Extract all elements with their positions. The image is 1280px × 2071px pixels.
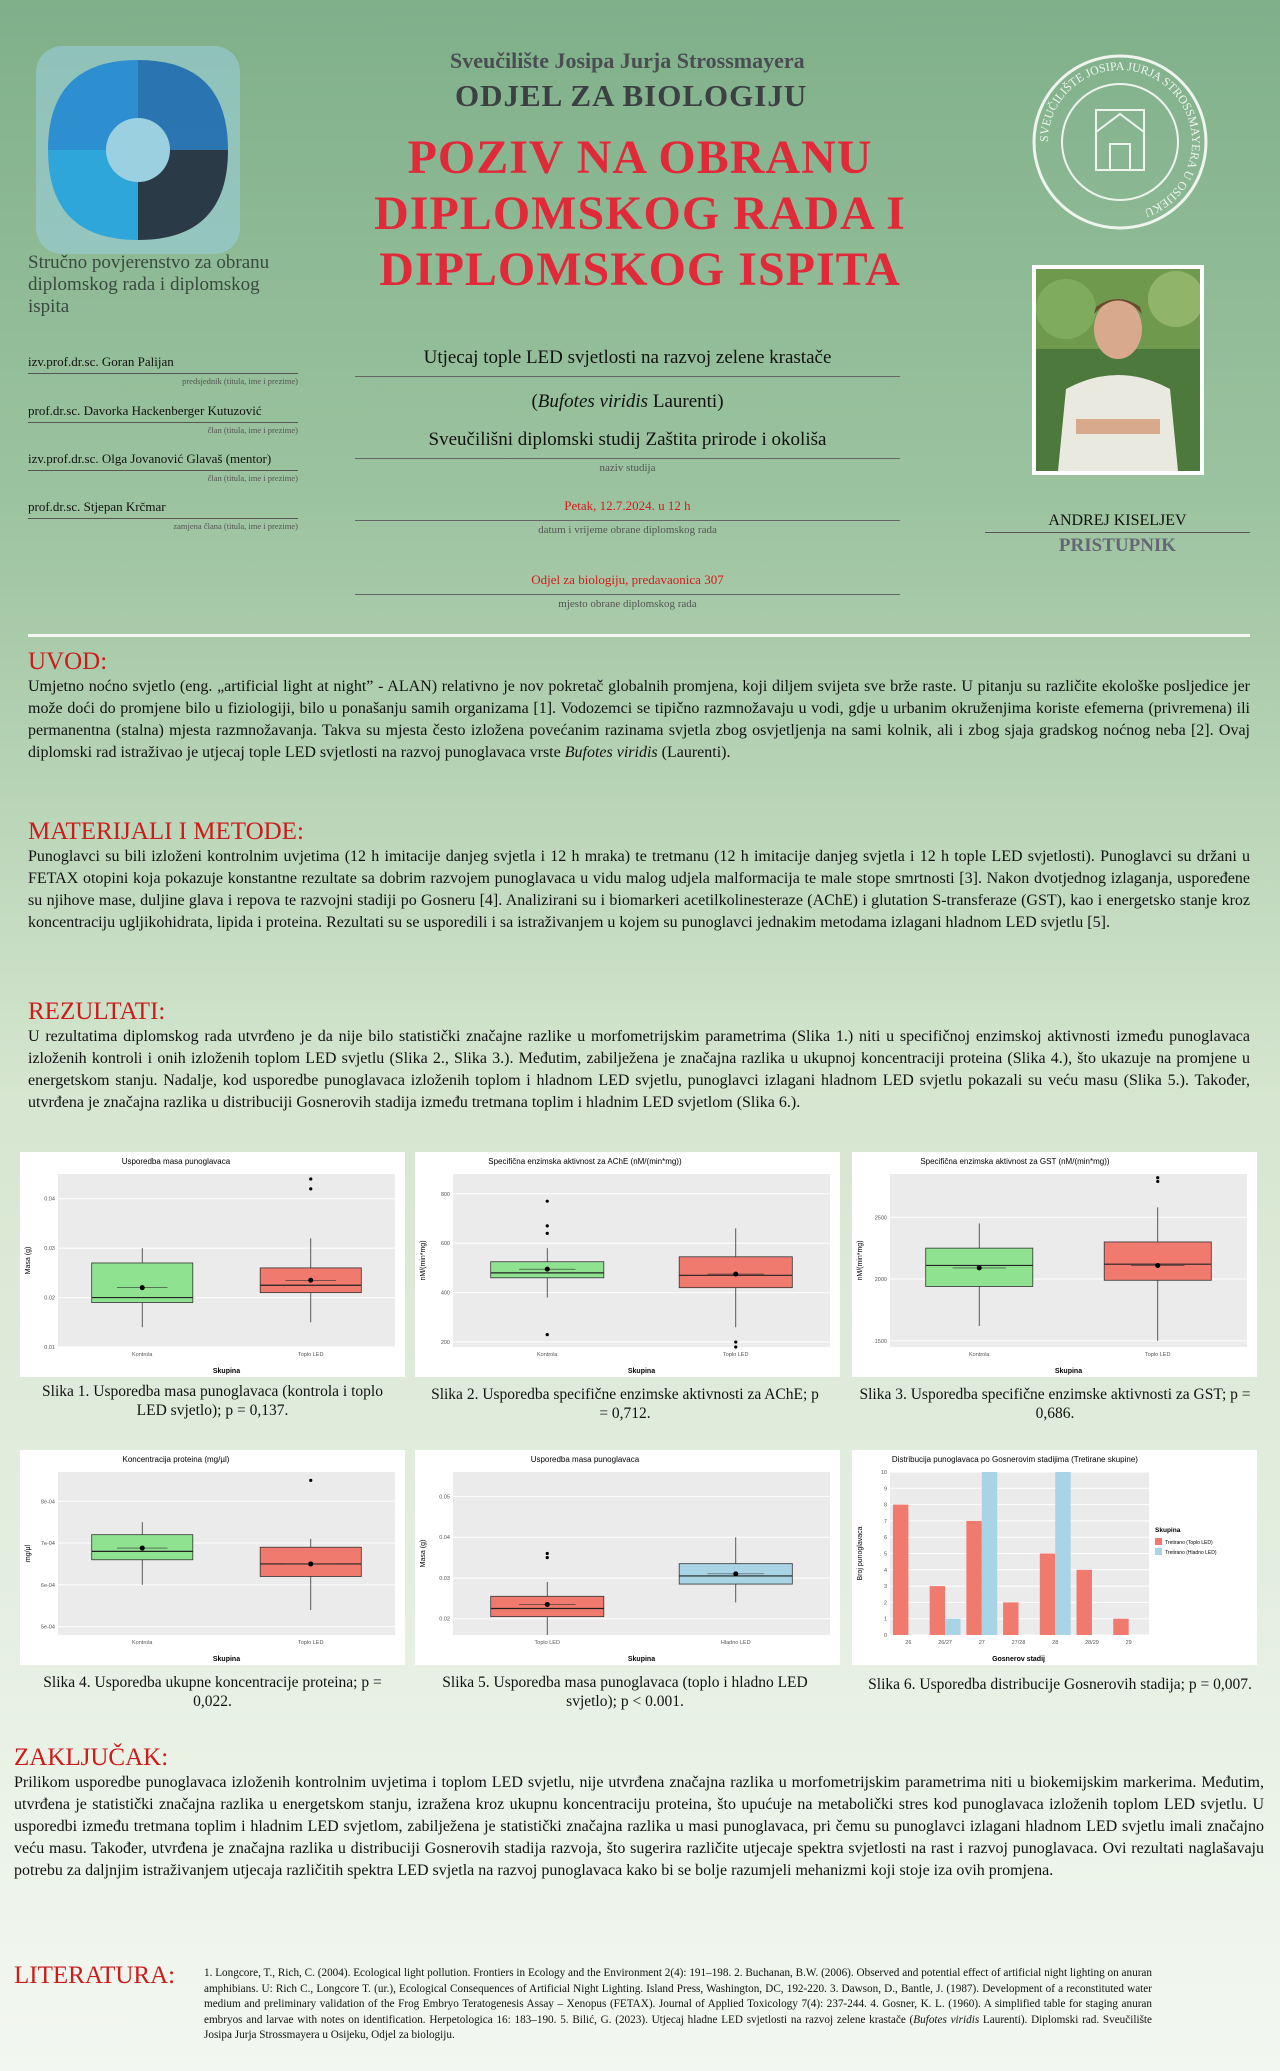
mean-point	[308, 1278, 313, 1283]
y-axis-label: mg/µl	[25, 1544, 32, 1563]
mean-point	[545, 1602, 550, 1607]
bar	[1055, 1472, 1070, 1635]
y-tick-label: 5e-04	[40, 1624, 55, 1631]
y-axis-label: Masa (g)	[420, 1539, 427, 1568]
y-tick-label: 2000	[874, 1277, 887, 1284]
member-name: izv.prof.dr.sc. Olga Jovanović Glavaš (mentor)	[28, 451, 298, 471]
section-uvod	[28, 648, 1250, 764]
y-tick-label: 9	[883, 1486, 887, 1493]
thesis-title-species: (Bufotes viridis Laurenti)	[531, 391, 724, 412]
outlier-point	[309, 1177, 312, 1180]
outlier-point	[546, 1552, 549, 1555]
x-axis-label: Skupina	[212, 1656, 241, 1663]
committee-title: Stručno povjerenstvo za obranu diplomskog rada i diplomskog ispita	[28, 252, 270, 317]
legend-swatch	[1155, 1548, 1162, 1555]
student-block	[985, 512, 1250, 557]
divider	[28, 634, 1250, 637]
defense-place: Odjel za biologiju, predavaonica 307 mjesto obrane diplomskog rada	[355, 572, 900, 610]
section-text: Punoglavci su bili izloženi kontrolnim uvjetima (12 h imitacije danjeg svjetla i 12 h mraka) te tretmanu (12 h imitacije danjeg svjetla i 12 h tople LED svjetlosti). Punoglavci su držani u FETAX otopini koja pokazuje konstantne rezultate sa dobrim razvojem punoglavaca u vidu malog udjela malformacija te male stope smrtnosti [3]. Nakon dvotjednog izlaganja, uspoređene su njihove mase, duljine glava i repova te razvojni stadiji po Gosneru [4]. Analizirani su i biomarkeri acetilkolinesteraze (AChE) i glutation S-transferaze (GST), kao i energetsko stanje kroz koncentraciju ugljikohidrata, lipida i proteina. Rezultati su se usporedili i sa istraživanjem u kojem su punoglavci jednakim metodama izlagani hladnom LED svjetlu [5].	[28, 848, 1250, 931]
bar	[1113, 1619, 1128, 1635]
outlier-point	[546, 1556, 549, 1559]
committee-member-4	[28, 499, 298, 531]
section-rezultati	[28, 998, 1250, 1114]
y-tick-label: 6	[883, 1535, 887, 1542]
outlier-point	[309, 1187, 312, 1190]
student-photo	[1032, 265, 1204, 475]
x-axis-label: Skupina	[1054, 1368, 1083, 1375]
y-tick-label: 400	[440, 1290, 450, 1297]
thesis-title	[355, 346, 900, 377]
section-heading: REZULTATI:	[28, 998, 166, 1025]
chart-title: Specifična enzimska aktivnost za AChE (nM/(min*mg))	[488, 1157, 682, 1166]
student-label: PRISTUPNIK	[1058, 535, 1177, 556]
y-tick-label: 7e-04	[40, 1541, 55, 1548]
mean-point	[977, 1265, 982, 1270]
bar	[945, 1619, 960, 1635]
legend-label: Tretirano (Hladno LED)	[1165, 1550, 1217, 1556]
mean-point	[545, 1267, 550, 1272]
y-axis-label: nM/(min*mg)	[857, 1240, 864, 1281]
university-seal	[1030, 52, 1210, 232]
x-tick-label: Kontrola	[132, 1640, 153, 1646]
y-axis-label: Masa (g)	[25, 1246, 32, 1275]
section-heading: ZAKLJUČAK:	[14, 1744, 169, 1771]
y-axis-label: nM/(min*mg)	[420, 1240, 427, 1281]
x-tick-label: Hladno LED	[720, 1640, 751, 1646]
mean-point	[140, 1285, 145, 1290]
y-tick-label: 2500	[874, 1215, 887, 1222]
box	[1104, 1242, 1211, 1280]
caption-4: Slika 4. Usporedba ukupne koncentracije proteina; p = 0,022.	[43, 1674, 382, 1710]
bar	[893, 1505, 908, 1635]
literature-text: 1. Longcore, T., Rich, C. (2004). Ecological light pollution. Frontiers in Ecology and the Environment 2(4): 191–198. 2. Buchanan, B.W. (2006). Observed and potential effect of artificial night lighting on anuran amphibians. U: Rich C., Longcore T. (ur.), Ecological Consequences of Artificial Night Lighting. Island Press, Washington, DC, 192-220. 3. Dawson, D., Bantle, J. (1987). Development of a reconstituted water medium and preliminary validation of the Frog Embryo Teratogenesis Assay – Xenopus (FETAX). Journal of Applied Toxicology 7(4): 237-244. 4. Gosner, K. L. (1960). A simplified table for staging anuran embryos and larvae with notes on identification. Herpetologica 16: 183–190. 5. Bilić, G. (2023). Utjecaj hladne LED svjetlosti na razvoj zelene krastače (Bufotes viridis Laurenti). Diplomski rad. Sveučilište Josipa Jurja Strossmayera u Osijeku, Odjel za biologiju.	[204, 1967, 1152, 2041]
chart-gst	[852, 1152, 1257, 1377]
y-tick-label: 0.02	[44, 1295, 55, 1302]
outlier-point	[1156, 1176, 1159, 1179]
x-tick-label: Toplo LED	[723, 1352, 749, 1358]
y-tick-label: 0.04	[44, 1196, 55, 1203]
section-text: U rezultatima diplomskog rada utvrđeno je da nije bilo statistički značajne razlike u morfometrijskim parametrima (Slika 1.) niti u specifičnoj enzimskoj aktivnosti između punoglavaca izloženih kontroli i onih izloženih toplom LED svjetlu (Slika 2., Slika 3.). Međutim, zabilježena je značajna razlika u ukupnoj koncentraciji proteina (Slika 4.), što ukazuje na promjene u energetskom stanju. Nadalje, kod usporedbe punoglavaca izloženih toplom i hladnom LED svjetlu, punoglavci izlagani hladnom LED svjetlu pokazali su veću masu (Slika 5.). Također, utvrđena je značajna razlika u distribuciji Gosnerovih stadija između tretmana toplim i hladnim LED svjetlom (Slika 6.).	[28, 1028, 1250, 1111]
x-tick-label: Toplo LED	[1145, 1352, 1171, 1358]
outlier-point	[546, 1232, 549, 1235]
y-tick-label: 200	[440, 1340, 450, 1347]
member-name: izv.prof.dr.sc. Goran Palijan	[28, 354, 298, 374]
y-tick-label: 0.02	[439, 1616, 450, 1623]
chart-title: Usporedba masa punoglavaca	[121, 1157, 231, 1166]
y-tick-label: 4	[883, 1567, 887, 1574]
x-tick-label: 28	[1052, 1640, 1059, 1646]
outlier-point	[734, 1345, 737, 1348]
department-name: ODJEL ZA BIOLOGIJU	[455, 78, 808, 113]
y-tick-label: 10	[880, 1470, 887, 1476]
species-name: Bufotes viridis	[537, 391, 649, 412]
legend-swatch	[1155, 1538, 1162, 1545]
x-tick-label: Kontrola	[969, 1352, 990, 1358]
committee-member-3	[28, 451, 298, 483]
member-role: član (titula, ime i prezime)	[207, 425, 298, 435]
section-metode	[28, 818, 1250, 934]
y-tick-label: 0.01	[44, 1345, 55, 1351]
bar	[930, 1586, 945, 1635]
x-tick-label: 28/29	[1085, 1640, 1099, 1646]
x-tick-label: Kontrola	[132, 1352, 153, 1358]
x-tick-label: Toplo LED	[534, 1640, 560, 1646]
outlier-point	[734, 1340, 737, 1343]
x-tick-label: 26/27	[938, 1640, 952, 1646]
y-tick-label: 0.04	[439, 1535, 450, 1542]
bar	[1040, 1554, 1055, 1636]
student-name: ANDREJ KISELJEV	[985, 512, 1250, 533]
mean-point	[308, 1561, 313, 1566]
chart-title: Usporedba masa punoglavaca	[530, 1455, 640, 1464]
svg-text:SVEUČILIŠTE JOSIPA JURJA STROS: SVEUČILIŠTE JOSIPA JURJA STROSSMAYERA U OSIJEKU	[1036, 58, 1204, 221]
bar	[1003, 1602, 1018, 1635]
legend-label: Tretirano (Toplo LED)	[1165, 1540, 1213, 1546]
y-tick-label: 0.05	[439, 1494, 450, 1501]
y-tick-label: 2	[883, 1600, 887, 1607]
y-tick-label: 600	[440, 1241, 450, 1248]
chart-protein	[20, 1450, 405, 1665]
caption-5: Slika 5. Usporedba masa punoglavaca (toplo i hladno LED svjetlo); p < 0.001.	[442, 1674, 808, 1710]
mean-point	[733, 1571, 738, 1576]
y-tick-label: 5	[883, 1551, 887, 1558]
section-text: Prilikom usporedbe punoglavaca izloženih kontrolnim uvjetima i toplom LED svjetlu, nije utvrđena značajna razlika u morfometrijskim parametrima niti u biokemijskim markerima. Međutim, utvrđena je statistički značajna razlika u energetskom stanju, izražena kroz ukupnu koncentraciju proteina, što upućuje na metabolički stres kod punoglavaca izloženih toplom LED svjetlu. U usporedbi između tretmana toplim i hladnim LED svjetlom, zabilježena je statistički značajna razlika u masi punoglavaca, pri čemu su punoglavci izlagani hladnom LED svjetlu imali značajno veću masu. Također, utvrđena je značajna razlika u distribuciji Gosnerovih stadija razvoja, što sugerira različite utjecaje spektra svjetlosti na rast i razvoj punoglavaca. Ovi rezultati naglašavaju potrebu za daljnjim istraživanjem utjecaja različitih spektra LED svjetla na razvoj punoglavaca kako bi se bolje razumjeli mehanizmi koji stoje iza ovih promjena.	[14, 1774, 1264, 1879]
literature-heading: LITERATURA:	[14, 1962, 176, 1989]
outlier-point	[546, 1200, 549, 1203]
section-heading: MATERIJALI I METODE:	[28, 818, 304, 845]
x-tick-label: Toplo LED	[298, 1640, 324, 1646]
caption-3: Slika 3. Usporedba specifične enzimske aktivnosti za GST; p = 0,686.	[859, 1386, 1251, 1422]
y-tick-label: 8	[883, 1502, 887, 1509]
member-role: član (titula, ime i prezime)	[207, 473, 298, 483]
defense-datetime: Petak, 12.7.2024. u 12 h datum i vrijeme obrane diplomskog rada	[355, 498, 900, 536]
x-axis-label: Skupina	[212, 1368, 241, 1375]
chart-mass-warm-cold	[415, 1450, 840, 1665]
outlier-point	[309, 1479, 312, 1482]
outlier-point	[546, 1224, 549, 1227]
y-tick-label: 8e-04	[40, 1499, 55, 1506]
member-name: prof.dr.sc. Stjepan Krčmar	[28, 499, 298, 519]
member-role: predsjednik (titula, ime i prezime)	[182, 376, 298, 386]
y-tick-label: 0.03	[44, 1246, 55, 1253]
x-tick-label: Kontrola	[537, 1352, 558, 1358]
x-tick-label: 27/28	[1011, 1640, 1026, 1646]
chart-title: Koncentracija proteina (mg/µl)	[122, 1455, 230, 1464]
y-tick-label: 7	[883, 1518, 887, 1525]
mean-point	[1155, 1263, 1160, 1268]
x-tick-label: 27	[978, 1640, 985, 1646]
caption-6: Slika 6. Usporedba distribucije Gosnerovih stadija; p = 0,007.	[868, 1676, 1252, 1693]
caption-2: Slika 2. Usporedba specifične enzimske aktivnosti za AChE; p = 0,712.	[431, 1386, 819, 1422]
y-tick-label: 1500	[874, 1338, 887, 1345]
chart-title: Specifična enzimska aktivnost za GST (nM/(min*mg))	[920, 1157, 1110, 1166]
mean-point	[140, 1546, 145, 1551]
y-tick-label: 800	[440, 1191, 450, 1198]
bar	[966, 1521, 981, 1635]
outlier-point	[546, 1333, 549, 1336]
chart-mass-control-warm	[20, 1152, 405, 1377]
committee-member-2	[28, 403, 298, 435]
x-axis-label: Skupina	[627, 1656, 656, 1663]
bar	[982, 1472, 997, 1635]
chart-gosner	[852, 1450, 1257, 1665]
chart-title: Distribucija punoglavaca po Gosnerovim stadijima (Tretirane skupine)	[891, 1455, 1138, 1464]
thesis-title-line1: Utjecaj tople LED svjetlosti na razvoj zelene krastače	[423, 347, 832, 368]
outlier-point	[1156, 1180, 1159, 1183]
x-tick-label: 29	[1125, 1640, 1132, 1646]
y-tick-label: 1	[883, 1616, 887, 1623]
committee-member-1	[28, 354, 298, 386]
y-tick-label: 0	[883, 1633, 887, 1639]
section-heading: UVOD:	[28, 648, 108, 675]
x-axis-label: Skupina	[627, 1368, 656, 1375]
member-name: prof.dr.sc. Davorka Hackenberger Kutuzović	[28, 403, 298, 423]
plot-panel	[58, 1174, 395, 1347]
y-tick-label: 0.03	[439, 1575, 450, 1582]
study-program: Sveučilišni diplomski studij Zaštita prirode i okoliša naziv studija	[355, 428, 900, 474]
x-tick-label: Toplo LED	[298, 1352, 324, 1358]
legend-title: Skupina	[1155, 1527, 1181, 1534]
caption-1: Slika 1. Usporedba masa punoglavaca (kontrola i toplo LED svjetlo); p = 0,137.	[42, 1383, 383, 1419]
x-tick-label: 26	[905, 1640, 912, 1646]
y-axis-label: Broj punoglavaca	[857, 1526, 864, 1581]
study-label: naziv studija	[599, 462, 656, 474]
invitation-title: POZIV NA OBRANU DIPLOMSKOG RADA I DIPLOMSKOG ISPITA	[374, 131, 906, 296]
section-text: Umjetno noćno svjetlo (eng. „artificial light at night” - ALAN) relativno je nov pokretač globalnih promjena, koji diljem svijeta sve brže raste. U pitanju su različite ekološke posljedice jer može doći do promjene bilo u fiziologiji, bilo u ponašanju samih organizama [1]. Vodozemci se tipično razmnožavaju u vodi, gdje u urbanim okruženjima koriste efemerna (privremena) ili permanentna (stalna) mjesta razmnožavanja. Takva su mjesta često izložena povećanim razinama svjetla zbog osvjetljenja na sami kolnik, ali i zbog sjaja gradskog noćnog neba [2]. Ovaj diplomski rad istraživao je utjecaj tople LED svjetlosti na razvoj punoglavaca vrste Bufotes viridis (Laurenti).	[28, 678, 1250, 761]
bar	[1077, 1570, 1092, 1635]
box	[92, 1263, 193, 1303]
y-tick-label: 6e-04	[40, 1582, 55, 1589]
y-tick-label: 3	[883, 1584, 887, 1591]
section-zakljucak	[14, 1744, 1264, 1882]
committee-logo	[28, 40, 248, 260]
university-name: Sveučilište Josipa Jurja Strossmayera	[450, 48, 805, 73]
chart-ache	[415, 1152, 840, 1377]
mean-point	[733, 1272, 738, 1277]
x-axis-label: Gosnerov stadij	[992, 1656, 1045, 1663]
member-role: zamjena člana (titula, ime i prezime)	[173, 521, 298, 531]
